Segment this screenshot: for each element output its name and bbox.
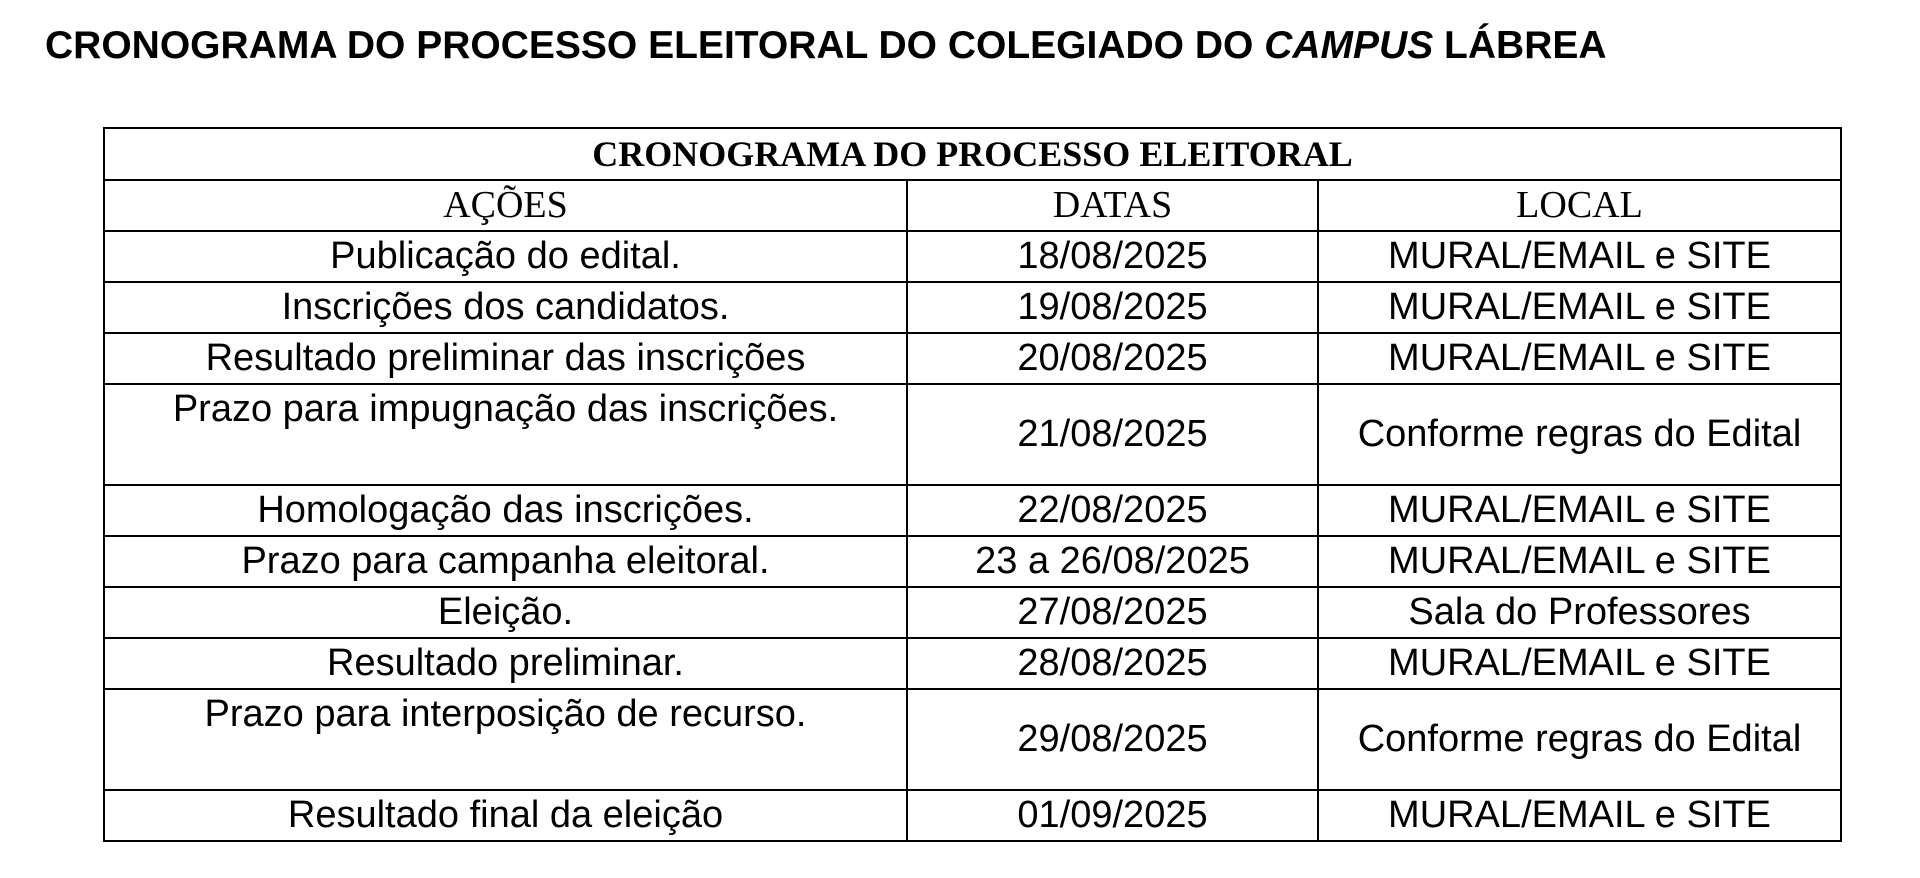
date-cell: 20/08/2025 xyxy=(907,333,1318,384)
column-header-dates: DATAS xyxy=(907,180,1318,231)
local-cell: MURAL/EMAIL e SITE xyxy=(1318,282,1841,333)
action-cell: Homologação das inscrições. xyxy=(104,485,907,536)
table-row xyxy=(104,485,1841,536)
action-cell: Publicação do edital. xyxy=(104,231,907,282)
date-cell: 29/08/2025 xyxy=(907,689,1318,790)
local-cell: MURAL/EMAIL e SITE xyxy=(1318,333,1841,384)
action-cell: Prazo para campanha eleitoral. xyxy=(104,536,907,587)
date-cell: 23 a 26/08/2025 xyxy=(907,536,1318,587)
local-cell: MURAL/EMAIL e SITE xyxy=(1318,485,1841,536)
document-title xyxy=(45,18,1607,74)
table-row xyxy=(104,536,1841,587)
date-cell: 21/08/2025 xyxy=(907,384,1318,485)
date-cell: 28/08/2025 xyxy=(907,638,1318,689)
document-title-prefix: CRONOGRAMA DO PROCESSO ELEITORAL DO COLEGIADO DO xyxy=(45,24,1265,67)
table-row xyxy=(104,638,1841,689)
date-cell: 27/08/2025 xyxy=(907,587,1318,638)
action-cell: Resultado final da eleição xyxy=(104,790,907,841)
local-cell: MURAL/EMAIL e SITE xyxy=(1318,536,1841,587)
local-cell: Sala do Professores xyxy=(1318,587,1841,638)
local-cell: MURAL/EMAIL e SITE xyxy=(1318,638,1841,689)
date-cell: 01/09/2025 xyxy=(907,790,1318,841)
column-header-local: LOCAL xyxy=(1318,180,1841,231)
date-cell: 18/08/2025 xyxy=(907,231,1318,282)
document-title-campus: CAMPUS xyxy=(1264,24,1434,67)
table-banner: CRONOGRAMA DO PROCESSO ELEITORAL xyxy=(104,128,1841,180)
action-cell: Resultado preliminar. xyxy=(104,638,907,689)
action-cell: Eleição. xyxy=(104,587,907,638)
action-cell: Resultado preliminar das inscrições xyxy=(104,333,907,384)
table-row xyxy=(104,587,1841,638)
table-row xyxy=(104,282,1841,333)
table-row xyxy=(104,384,1841,485)
table-row xyxy=(104,231,1841,282)
table-row xyxy=(104,333,1841,384)
document-title-suffix: LÁBREA xyxy=(1433,24,1607,67)
local-cell: Conforme regras do Edital xyxy=(1318,689,1841,790)
date-cell: 22/08/2025 xyxy=(907,485,1318,536)
local-cell: MURAL/EMAIL e SITE xyxy=(1318,231,1841,282)
table-row xyxy=(104,790,1841,841)
column-header-actions: AÇÕES xyxy=(104,180,907,231)
local-cell: Conforme regras do Edital xyxy=(1318,384,1841,485)
date-cell: 19/08/2025 xyxy=(907,282,1318,333)
action-cell: Inscrições dos candidatos. xyxy=(104,282,907,333)
action-cell: Prazo para impugnação das inscrições. xyxy=(104,384,907,485)
table-row xyxy=(104,689,1841,790)
local-cell: MURAL/EMAIL e SITE xyxy=(1318,790,1841,841)
action-cell: Prazo para interposição de recurso. xyxy=(104,689,907,790)
schedule-table xyxy=(103,127,1842,842)
